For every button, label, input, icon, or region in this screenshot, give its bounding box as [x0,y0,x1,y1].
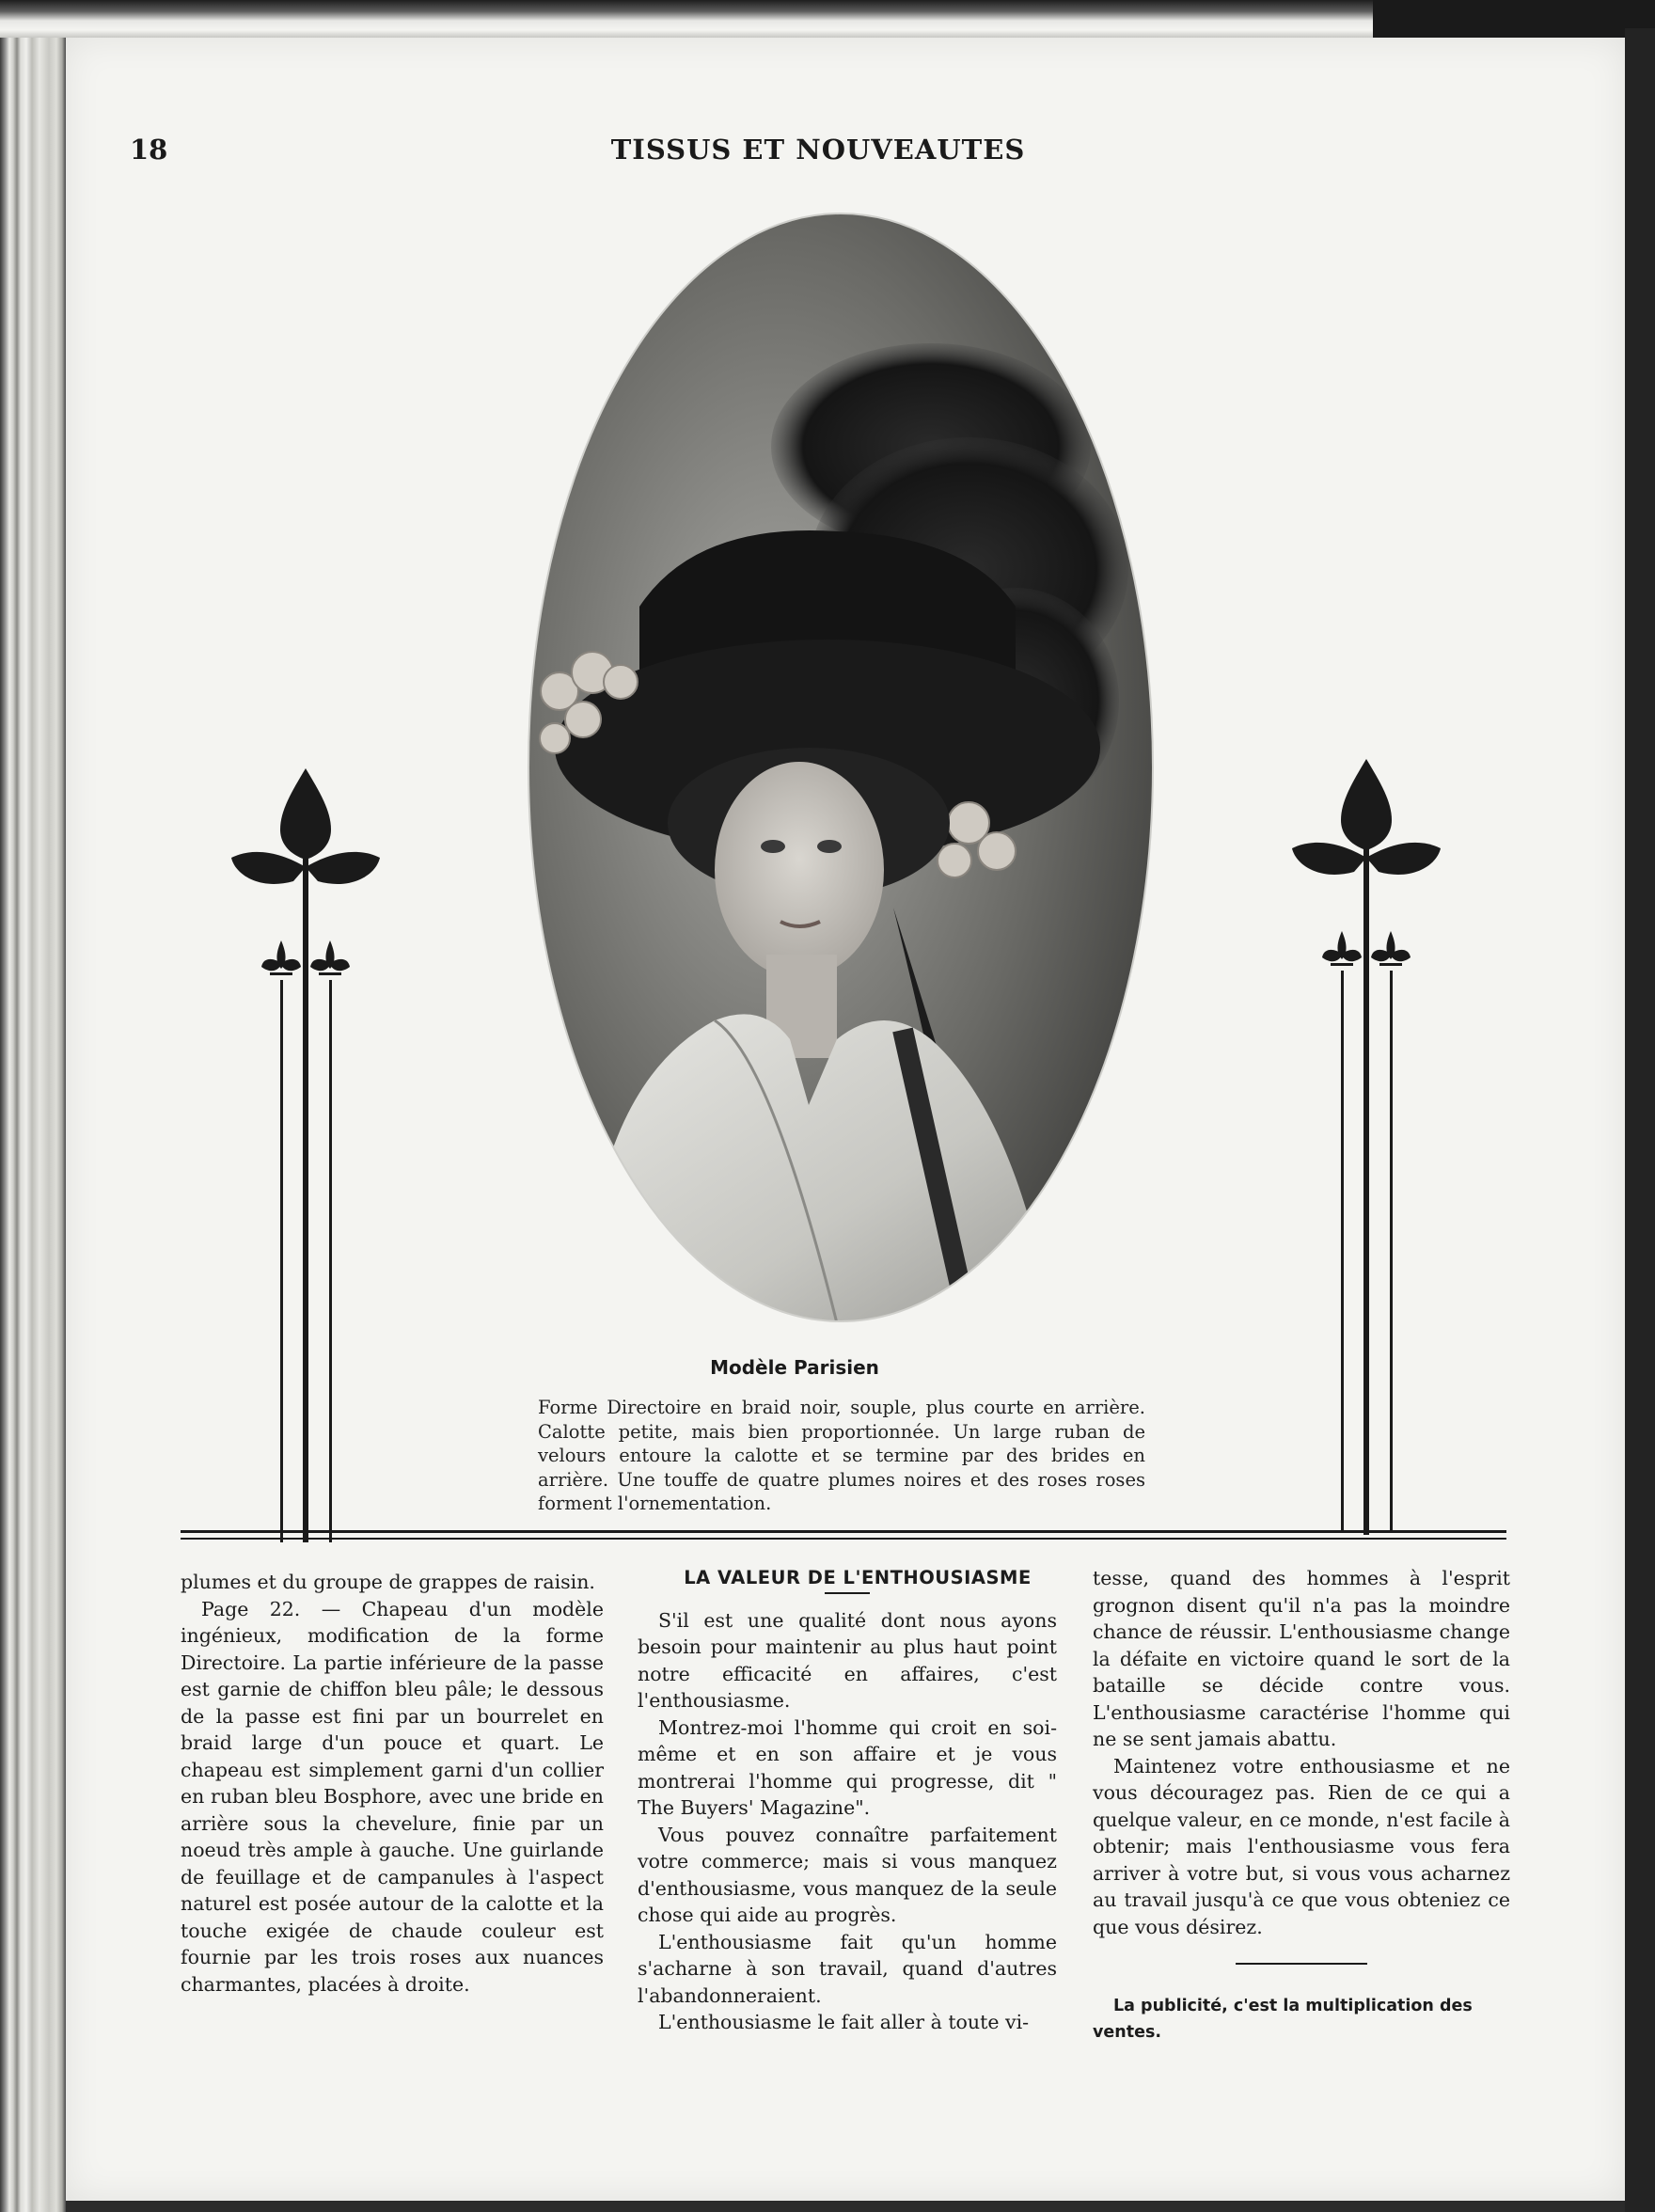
paragraph: S'il est une qualité dont nous ayons besoin pour maintenir au plus haut point notre efficacité en affaires, c'est l'enthousiasme. [638,1608,1057,1712]
illustration-caption-text: Forme Directoire en braid noir, souple, plus courte en arrière. Calotte petite, mais bien proportionnée. Un large ruban de velours entoure la calotte et se termine par des brides en arrière. Une touffe de quatre plumes noires et des roses roses forment l'ornementation. [538,1397,1145,1514]
article-title: LA VALEUR DE L'ENTHOUSIASME [684,1567,1032,1588]
section-rule [1236,1963,1367,1965]
column-left [181,1569,604,1998]
page-number: 18 [130,134,168,166]
slogan: La publicité, c'est la multiplication des ventes. [1093,1997,1473,2042]
illustration-caption-title: Modèle Parisien [710,1356,879,1379]
running-title: TISSUS ET NOUVEAUTES [610,134,1026,166]
paragraph: tesse, quand des hommes à l'esprit grognon disent qu'il n'a pas la moindre chance de réussir. L'enthousiasme change la défaite en victoire quand le sort de la bataille se décide contre vous. L'enthousiasme caractérise l'homme qui ne se sent jamais abattu. [1093,1567,1510,1750]
title-rule [825,1592,870,1594]
book-page-edges [0,38,66,2212]
paragraph: Page 22. — Chapeau d'un modèle ingénieux, modification de la forme Directoire. La partie inférieure de la passe est garnie de chiffon bleu pâle; le dessous de la passe est fini par un bourrelet en braid large d'un pouce et quart. Le chapeau est simplement garni d'un collier en ruban bleu Bosphore, avec une bride en arrière sous la chevelure, finie par un noeud très ample à gauche. Une guirlande de feuillage et de campanules à l'aspect naturel est posée autour de la calotte et la touche exigée de chaude couleur est fournie par les trois roses aux nuances charmantes, placées à droite. [181,1597,604,1996]
paragraph: Vous pouvez connaître parfaitement votre commerce; mais si vous manquez d'enthousiasme, vous manquez de la seule chose qui aide au progrès. [638,1823,1057,1926]
oval-portrait-photo [527,212,1155,1323]
paragraph: Montrez-moi l'homme qui croit en soi-même et en son affaire et je vous montrerai l'homme qui progresse, dit " The Buyers' Magazine". [638,1715,1057,1819]
double-horizontal-rule [181,1530,1506,1540]
right-fleur-ornament [1286,754,1446,1535]
left-fleur-ornament [226,764,386,1544]
paragraph: plumes et du groupe de grappes de raisin. [181,1571,595,1593]
paragraph: L'enthousiasme fait qu'un homme s'acharne à son travail, quand d'autres l'abandonneraient. [638,1930,1057,2007]
scan-top-dark [1373,0,1655,38]
column-middle [638,1565,1057,2036]
paragraph: Maintenez votre enthousiasme et ne vous découragez pas. Rien de ce qui a quelque valeur, en ce monde, n'est facile à obtenir; mais l'enthousiasme vous fera arriver à votre but, si vous vous acharnez au travail jusqu'à ce que vous obteniez ce que vous désirez. [1093,1754,1510,1938]
paragraph: L'enthousiasme le fait aller à toute vi- [658,2011,1030,2033]
scan-right-edge [1625,28,1655,2212]
column-right [1093,1565,1510,2046]
